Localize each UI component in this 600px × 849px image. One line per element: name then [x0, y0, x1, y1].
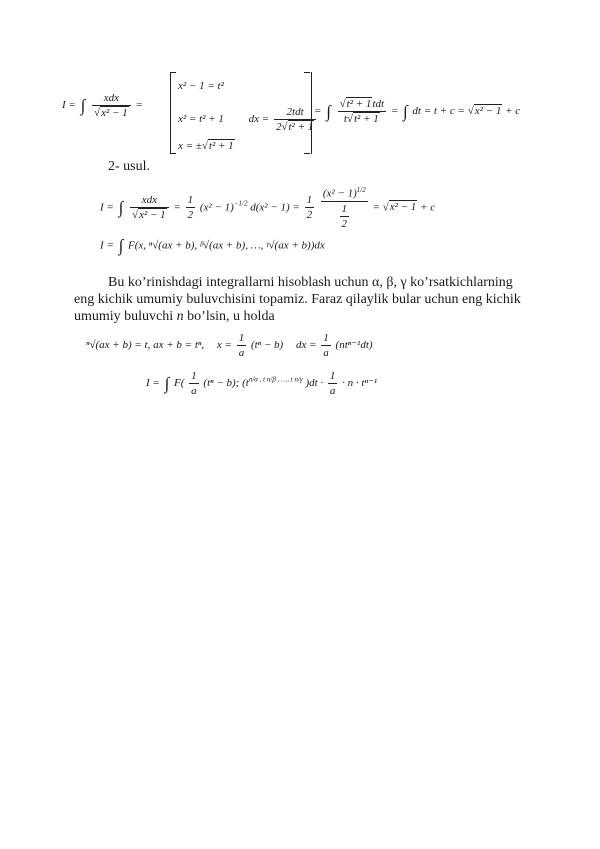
- eq1-lhs: I =: [62, 99, 76, 112]
- paragraph-line-2: eng kichik umumiy buluvchisini topamiz. Faraz qilaylik bular uchun eng kichik: [74, 292, 521, 307]
- paragraph-line-3: umumiy buluvchi n bo’lsin, u holda: [74, 309, 275, 324]
- method-2-heading: 2- usul.: [108, 159, 150, 174]
- equation-5: I = ∫ F( $\frac{1}{a}$ (tⁿ − b); ($t^{n/\alpha , t n/\beta , \dots, t n/\gamma}$ )dt · $\frac{1}{a}$ · n · tⁿ⁻¹: [146, 370, 378, 397]
- eq1-fraction: $\frac{\text{xdx}}{\text{√x² − 1}}$: [92, 92, 131, 119]
- equation-3: I = ∫ F(x, ⁿ√(ax + b), ᵝ√(ax + b), …, ᵞ√(ax + b))dx: [100, 236, 325, 255]
- sub-line-3: x = ±√t² + 1: [178, 140, 234, 152]
- integral-sign: ∫: [80, 95, 86, 115]
- sub-line-1: x² − 1 = t²: [178, 80, 224, 92]
- equation-1-continued: = ∫ $\frac{\text{√t² + 1tdt}}{\text{t√t² + 1}}$ = ∫ dt = t + c = √x² − 1 + c: [314, 98, 521, 125]
- paragraph-line-1: Bu ko’rinishdagi integrallarni hisoblash uchun α, β, γ ko’rsatkichlarning: [108, 275, 513, 290]
- equation-2: I = ∫ $\frac{\text{xdx}}{\text{√x² − 1}}$ = $\frac{1}{2}$ $(x^2 - 1)^{-1/2}$ d(x² − 1) = $\frac{1}{2}$ $\frac{(x^2 - 1)^{1/2}}{\frac{1}{2}}$ = √x² − 1 + c: [100, 186, 436, 230]
- equation-1: I = ∫ $\frac{\text{xdx}}{\text{√x² − 1}}$ =: [62, 92, 143, 119]
- equation-4: ⁿ√(ax + b) = t, ax + b = tⁿ, x = $\frac{1}{a}$ (tⁿ − b) dx = $\frac{1}{a}$ (ntⁿ⁻¹dt): [86, 332, 373, 359]
- sub-line-2: x² = t² + 1 dx = $\frac{\text{2tdt}}{\text{2√t² + 1}}$: [178, 106, 318, 133]
